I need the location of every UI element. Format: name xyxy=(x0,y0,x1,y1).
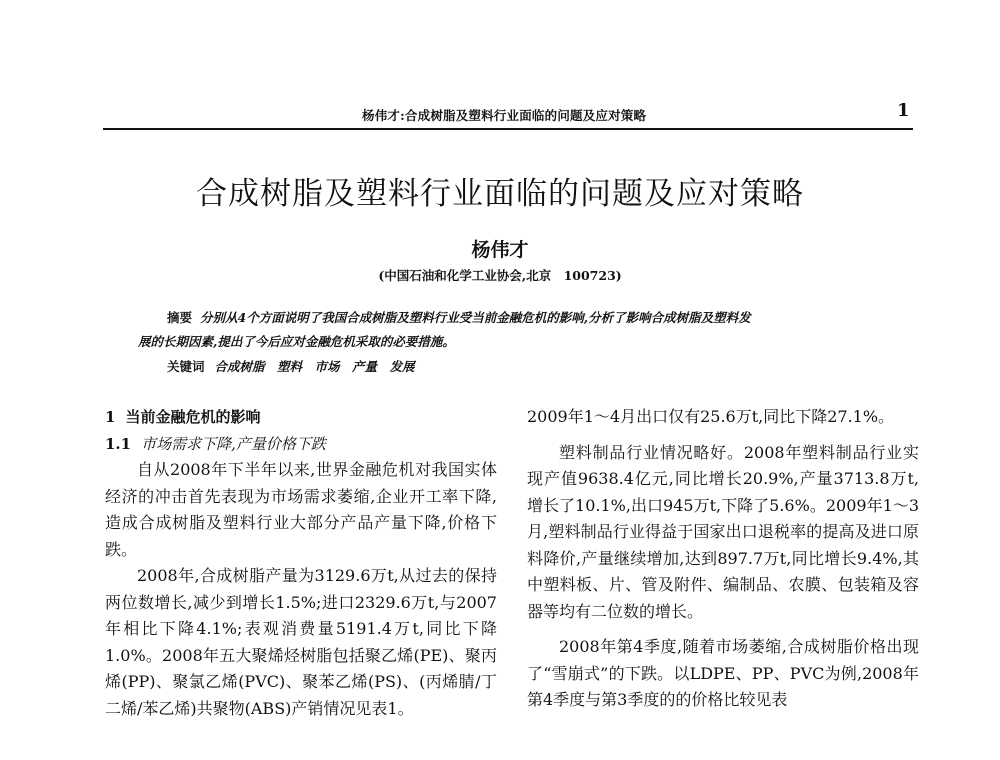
keywords-list: 合成树脂 塑料 市场 产量 发展 xyxy=(214,359,415,374)
abstract-text-line1: 分别从4个方面说明了我国合成树脂及塑料行业受当前金融危机的影响,分析了影响合成树脂及塑料发 xyxy=(200,310,751,325)
abstract-text-line2: 展的长期因素,提出了今后应对金融危机采取的必要措施。 xyxy=(138,334,455,349)
paragraph: 2008年第4季度,随着市场萎缩,合成树脂价格出现了“雪崩式”的下跌。以LDPE、PP、PVC为例,2008年第4季度与第3季度的的价格比较见表 xyxy=(527,637,919,709)
header-rule xyxy=(103,128,913,130)
article-title: 合成树脂及塑料行业面临的问题及应对策略 xyxy=(196,176,804,212)
paragraph: 2009年1～4月出口仅有25.6万t,同比下降27.1%。 xyxy=(527,407,895,426)
page-number: 1 xyxy=(897,100,910,121)
author-name: 杨伟才 xyxy=(471,239,529,261)
right-column xyxy=(527,404,919,714)
running-title: 杨伟才:合成树脂及塑料行业面临的问题及应对策略 xyxy=(362,108,647,123)
section-heading xyxy=(105,404,497,431)
paragraph: 2008年,合成树脂产量为3129.6万t,从过去的保持两位数增长,减少到增长1.5%;进口2329.6万t,与2007年相比下降4.1%;表观消费量5191.4万t,同比下降1.0%。2008年五大聚烯烃树脂包括聚乙烯(PE)、聚丙烯(PP)、聚氯乙烯(PVC)、聚苯乙烯(PS)、(丙烯腈/丁二烯/苯乙烯)共聚物(ABS)产销情况见表1。 xyxy=(105,566,497,718)
abstract xyxy=(138,306,878,354)
keywords-label: 关键词 xyxy=(167,359,205,374)
section-title: 当前金融危机的影响 xyxy=(125,408,261,426)
paragraph: 自从2008年下半年以来,世界金融危机对我国实体经济的冲击首先表现为市场需求萎缩,企业开工率下降,造成合成树脂及塑料行业大部分产品产量下降,价格下跌。 xyxy=(105,460,497,559)
left-column xyxy=(105,404,497,722)
abstract-label: 摘要 xyxy=(167,310,193,325)
subsection-heading xyxy=(105,431,497,458)
author-affiliation: (中国石油和化学工业协会,北京 100723) xyxy=(378,268,622,283)
subsection-title: 市场需求下降,产量价格下跌 xyxy=(141,434,326,453)
section-number: 1 xyxy=(105,408,116,426)
paragraph: 塑料制品行业情况略好。2008年塑料制品行业实现产值9638.4亿元,同比增长20.9%,产量3713.8万t,增长了10.1%,出口945万t,下降了5.6%。2009年1～3月,塑料制品行业得益于国家出口退税率的提高及进口原料降价,产量继续增加,达到897.7万t,同比增长9.4%,其中塑料板、片、管及附件、编制品、农膜、包装箱及容器等均有二位数的增长。 xyxy=(527,442,919,621)
subsection-number: 1.1 xyxy=(105,434,132,453)
keywords xyxy=(138,357,878,375)
